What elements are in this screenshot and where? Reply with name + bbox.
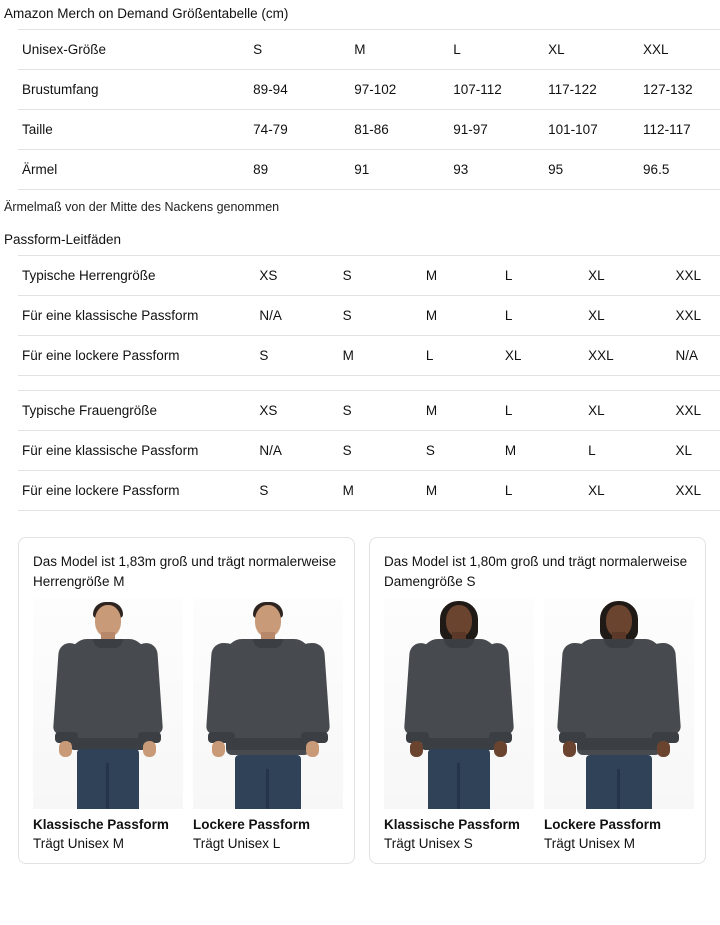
garment-collar xyxy=(93,639,123,648)
fit-guides-label: Passform-Leitfäden xyxy=(4,232,122,247)
cell: S xyxy=(259,336,342,376)
cell: S xyxy=(426,431,505,471)
hand-left xyxy=(59,741,72,757)
cell: M xyxy=(426,296,505,336)
row-label: Typische Frauengröße xyxy=(18,391,259,431)
cell: L xyxy=(588,431,675,471)
page-title: Amazon Merch on Demand Größentabelle (cm) xyxy=(4,6,289,21)
cell: XS xyxy=(259,391,342,431)
model-card-women xyxy=(369,537,706,864)
hand-right xyxy=(143,741,156,757)
garment-sleeve-right xyxy=(297,642,330,736)
table-row xyxy=(18,431,720,471)
figure-classic-women xyxy=(384,599,534,851)
row-label: Unisex-Größe xyxy=(18,30,253,70)
model-cards xyxy=(18,537,706,864)
cell: 127-132 xyxy=(643,70,720,110)
figure-caption: Lockere Passform xyxy=(544,817,662,833)
figure-loose-women xyxy=(544,599,694,851)
garment-collar xyxy=(253,639,283,648)
garment-sleeve-right xyxy=(648,642,681,736)
cell: 74-79 xyxy=(253,110,354,150)
figure-subcaption: Trägt Unisex S xyxy=(384,836,473,852)
sleeve-measurement-note: Ärmelmaß von der Mitte des Nackens genommen xyxy=(4,200,280,214)
cell: L xyxy=(426,336,505,376)
cell: N/A xyxy=(259,296,342,336)
cell: M xyxy=(505,431,588,471)
cell: S xyxy=(259,471,342,511)
women-fit-table xyxy=(18,390,720,511)
cell: S xyxy=(343,256,426,296)
cell: 81-86 xyxy=(354,110,453,150)
cell: 91 xyxy=(354,150,453,190)
cell: M xyxy=(426,391,505,431)
cell: XL xyxy=(588,471,675,511)
cell: 107-112 xyxy=(453,70,548,110)
jeans-seam xyxy=(457,763,460,809)
garment-collar xyxy=(444,639,474,648)
cell: 89 xyxy=(253,150,354,190)
cell: S xyxy=(343,431,426,471)
garment-collar xyxy=(604,639,634,648)
garment-hem xyxy=(577,738,661,750)
cell: XXL xyxy=(676,391,720,431)
row-label: Brustumfang xyxy=(18,70,253,110)
cell: L xyxy=(505,256,588,296)
figure-subcaption: Trägt Unisex M xyxy=(33,836,125,852)
jeans-seam xyxy=(617,769,620,809)
cell: 97-102 xyxy=(354,70,453,110)
model-photo-loose-men xyxy=(193,599,343,809)
cell: 89-94 xyxy=(253,70,354,110)
hand-left xyxy=(563,741,576,757)
figure-subcaption: Trägt Unisex M xyxy=(544,836,636,852)
garment-hem xyxy=(226,738,310,750)
hand-left xyxy=(212,741,225,757)
cell: N/A xyxy=(259,431,342,471)
table-row xyxy=(18,336,720,376)
cell: L xyxy=(453,30,548,70)
cell: XXL xyxy=(588,336,675,376)
person-illustration xyxy=(33,599,183,809)
row-label: Typische Herrengröße xyxy=(18,256,259,296)
figure-row xyxy=(33,599,340,851)
cell: L xyxy=(505,391,588,431)
cell: S xyxy=(253,30,354,70)
cell: 93 xyxy=(453,150,548,190)
model-photo-loose-women xyxy=(544,599,694,809)
figure-caption: Klassische Passform xyxy=(384,817,520,833)
jeans-seam xyxy=(266,769,269,809)
row-label: Für eine klassische Passform xyxy=(18,431,259,471)
model-heading: Das Model ist 1,83m groß und trägt normalerweise Herrengröße M xyxy=(33,554,337,589)
figure-caption: Klassische Passform xyxy=(33,817,169,833)
cell: XXL xyxy=(676,471,720,511)
figure-classic-men xyxy=(33,599,183,851)
row-label: Ärmel xyxy=(18,150,253,190)
model-photo-classic-women xyxy=(384,599,534,809)
hand-left xyxy=(410,741,423,757)
figure-loose-men xyxy=(193,599,343,851)
cell: XL xyxy=(505,336,588,376)
row-label: Für eine klassische Passform xyxy=(18,296,259,336)
table-row xyxy=(18,150,720,190)
cell: N/A xyxy=(676,336,720,376)
unisex-size-table xyxy=(18,29,720,190)
cell: L xyxy=(505,471,588,511)
table-row xyxy=(18,391,720,431)
person-illustration xyxy=(384,599,534,809)
table-spacer xyxy=(0,376,720,390)
cell: S xyxy=(343,296,426,336)
figure-caption: Lockere Passform xyxy=(193,817,311,833)
row-label: Für eine lockere Passform xyxy=(18,471,259,511)
cell: S xyxy=(343,391,426,431)
jeans-seam xyxy=(106,763,109,809)
cell: 117-122 xyxy=(548,70,643,110)
cell: M xyxy=(343,471,426,511)
table-row xyxy=(18,70,720,110)
cell: M xyxy=(426,256,505,296)
cell: XS xyxy=(259,256,342,296)
hand-right xyxy=(306,741,319,757)
cell: XL xyxy=(588,296,675,336)
row-label: Taille xyxy=(18,110,253,150)
model-photo-classic-men xyxy=(33,599,183,809)
hand-right xyxy=(657,741,670,757)
model-heading: Das Model ist 1,80m groß und trägt normalerweise Damengröße S xyxy=(384,554,688,589)
person-illustration xyxy=(544,599,694,809)
cell: 95 xyxy=(548,150,643,190)
cell: M xyxy=(426,471,505,511)
cell: XL xyxy=(548,30,643,70)
table-row xyxy=(18,110,720,150)
cell: XXL xyxy=(676,296,720,336)
men-fit-table xyxy=(18,255,720,376)
cell: XXL xyxy=(676,256,720,296)
figure-subcaption: Trägt Unisex L xyxy=(193,836,281,852)
model-card-men xyxy=(18,537,355,864)
figure-row xyxy=(384,599,691,851)
cell: XXL xyxy=(643,30,720,70)
row-label: Für eine lockere Passform xyxy=(18,336,259,376)
cell: 91-97 xyxy=(453,110,548,150)
cell: 112-117 xyxy=(643,110,720,150)
person-illustration xyxy=(193,599,343,809)
cell: XL xyxy=(588,391,675,431)
hand-right xyxy=(494,741,507,757)
table-row xyxy=(18,30,720,70)
cell: 96.5 xyxy=(643,150,720,190)
cell: 101-107 xyxy=(548,110,643,150)
cell: M xyxy=(343,336,426,376)
cell: XL xyxy=(676,431,720,471)
table-row xyxy=(18,471,720,511)
cell: M xyxy=(354,30,453,70)
table-row xyxy=(18,296,720,336)
table-row xyxy=(18,256,720,296)
cell: L xyxy=(505,296,588,336)
cell: XL xyxy=(588,256,675,296)
